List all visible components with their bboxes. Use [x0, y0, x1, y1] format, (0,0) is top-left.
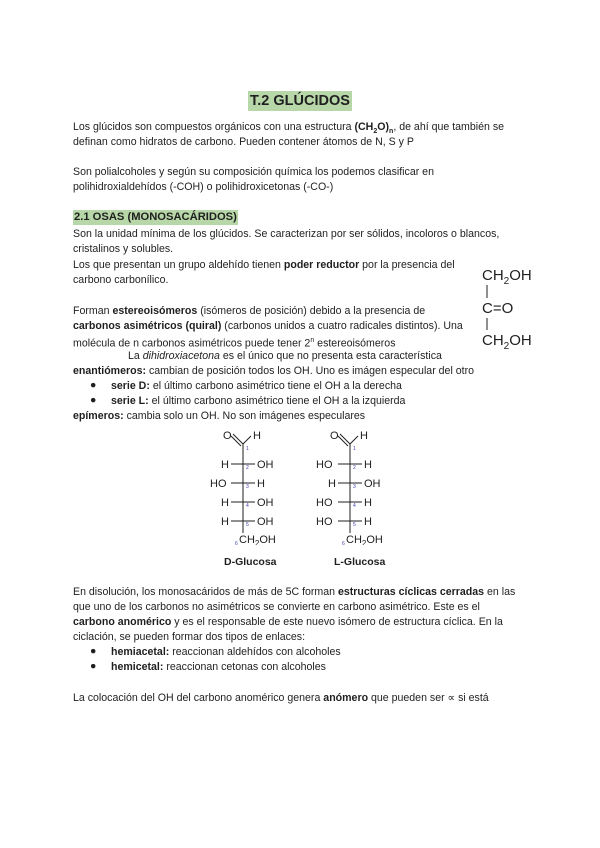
section-line-2: cristalinos y solubles. — [73, 243, 174, 255]
carbon-number: 6 — [235, 541, 238, 545]
oh-right: OH — [257, 497, 274, 509]
bullet-icon: ● — [90, 379, 97, 391]
serie-l-item: serie L: el último carbono asimétrico tiene el OH a la izquierda — [111, 395, 406, 407]
intro-line-3: Son polialcoholes y según su composición química los podemos clasificar en — [73, 166, 434, 178]
h-right: H — [364, 459, 372, 471]
ho-left: HO — [210, 478, 227, 490]
dihydroxyacetone-structure — [470, 262, 540, 352]
dha-mid: C=O — [482, 300, 514, 317]
h-right: H — [257, 478, 265, 490]
carbon-number: 3 — [353, 484, 356, 490]
enantiomeros-line: enantiómeros: cambian de posición todos los OH. Uno es imágen especular del otro — [73, 365, 474, 377]
intro-line-2: definan como hidratos de carbono. Pueden contener átomos de N, S y P — [73, 136, 414, 148]
intro-line-1: Los glúcidos son compuestos orgánicos con una estructura $(CH_2O)_n$, de ahí que también se — [73, 121, 505, 136]
section-heading: 2.1 OSAS (MONOSACÁRIDOS) — [74, 211, 237, 223]
formula: $(CH_2O)_n$ — [354, 121, 394, 136]
h-right: H — [364, 516, 372, 528]
aldehyde-h: H — [360, 430, 368, 442]
carbon-number: 5 — [246, 522, 249, 528]
d-glucose-fischer — [205, 425, 295, 545]
section-line-5: Forman estereoisómeros (isómeros de posición) debido a la presencia de — [73, 305, 426, 317]
h-left: H — [328, 478, 336, 490]
carbon-number: 4 — [353, 503, 356, 509]
l-glucose-fischer — [312, 425, 402, 545]
ch2oh: $CH_2OH$ — [239, 534, 276, 545]
oh-right: OH — [257, 516, 274, 528]
bullet-icon: ● — [90, 394, 97, 406]
intro-line-4: polihidroxialdehídos (-COH) o polihidroxicetonas (-CO-) — [73, 181, 334, 193]
text: Los glúcidos son compuestos orgánicos con una estructura — [73, 121, 355, 133]
section-line-3: Los que presentan un grupo aldehído tienen poder reductor por la presencia del — [73, 259, 455, 271]
ho-left: HO — [316, 459, 333, 471]
bullet-icon: ● — [90, 660, 97, 672]
page-title: T.2 GLÚCIDOS — [250, 93, 350, 109]
l-glucose-label: L-Glucosa — [334, 556, 386, 568]
ch2oh: $CH_2OH$ — [346, 534, 383, 545]
bond — [350, 436, 358, 444]
dha-bottom: $CH_2OH$ — [482, 332, 532, 352]
bond — [243, 436, 251, 444]
carbon-number: 2 — [353, 465, 356, 471]
aldehyde-o: O — [223, 430, 232, 442]
oh-right: OH — [257, 459, 274, 471]
epimeros-line: epímeros: cambia solo un OH. No son imágenes especulares — [73, 410, 366, 422]
carbon-number: 1 — [246, 446, 249, 452]
section-line-1: Son la unidad mínima de los glúcidos. Se caracterizan por ser sólidos, incoloros o blancos, — [73, 228, 500, 240]
hemicetal-item: hemicetal: reaccionan cetonas con alcoholes — [111, 661, 326, 673]
serie-d-item: serie D: el último carbono asimétrico tiene el OH a la derecha — [111, 380, 402, 392]
dha-top: $CH_2OH$ — [482, 267, 532, 287]
cyclic-line-2: que uno de los carbonos no asimétricos se convierte en carbono asimétrico. Este es el — [73, 601, 480, 613]
h-left: H — [221, 516, 229, 528]
bullet-icon: ● — [90, 645, 97, 657]
h-left: H — [221, 497, 229, 509]
carbon-number: 1 — [353, 446, 356, 452]
section-line-4: carbono carbonílico. — [73, 274, 169, 286]
h-left: H — [221, 459, 229, 471]
carbon-number: 6 — [342, 541, 345, 545]
aldehyde-h: H — [253, 430, 261, 442]
cyclic-line-3: carbono anomérico y es el responsable de este nuevo isómero de estructura cíclica. En la — [73, 616, 503, 628]
section-line-8: La dihidroxiacetona es el único que no presenta esta característica — [128, 350, 442, 362]
hemiacetal-item: hemiacetal: reaccionan aldehídos con alcoholes — [111, 646, 341, 658]
ho-left: HO — [316, 516, 333, 528]
carbon-number: 5 — [353, 522, 356, 528]
h-right: H — [364, 497, 372, 509]
aldehyde-o: O — [330, 430, 339, 442]
d-glucose-label: D-Glucosa — [224, 556, 277, 568]
anomero-line: La colocación del OH del carbono anomérico genera anómero que pueden ser ∝ si está — [73, 692, 489, 704]
oh-right: OH — [364, 478, 381, 490]
carbon-number: 2 — [246, 465, 249, 471]
section-line-6: carbonos asimétricos (quiral) (carbonos unidos a cuatro radicales distintos). Una — [73, 320, 463, 332]
carbon-number: 4 — [246, 503, 249, 509]
carbon-number: 3 — [246, 484, 249, 490]
ho-left: HO — [316, 497, 333, 509]
cyclic-line-1: En disolución, los monosacáridos de más de 5C forman estructuras cíclicas cerradas en las — [73, 586, 516, 598]
section-line-7: molécula de n carbonos asimétricos puede tener 2$^n$ estereoisómeros — [73, 337, 396, 350]
cyclic-line-4: ciclación, se pueden formar dos tipos de enlaces: — [73, 631, 306, 643]
